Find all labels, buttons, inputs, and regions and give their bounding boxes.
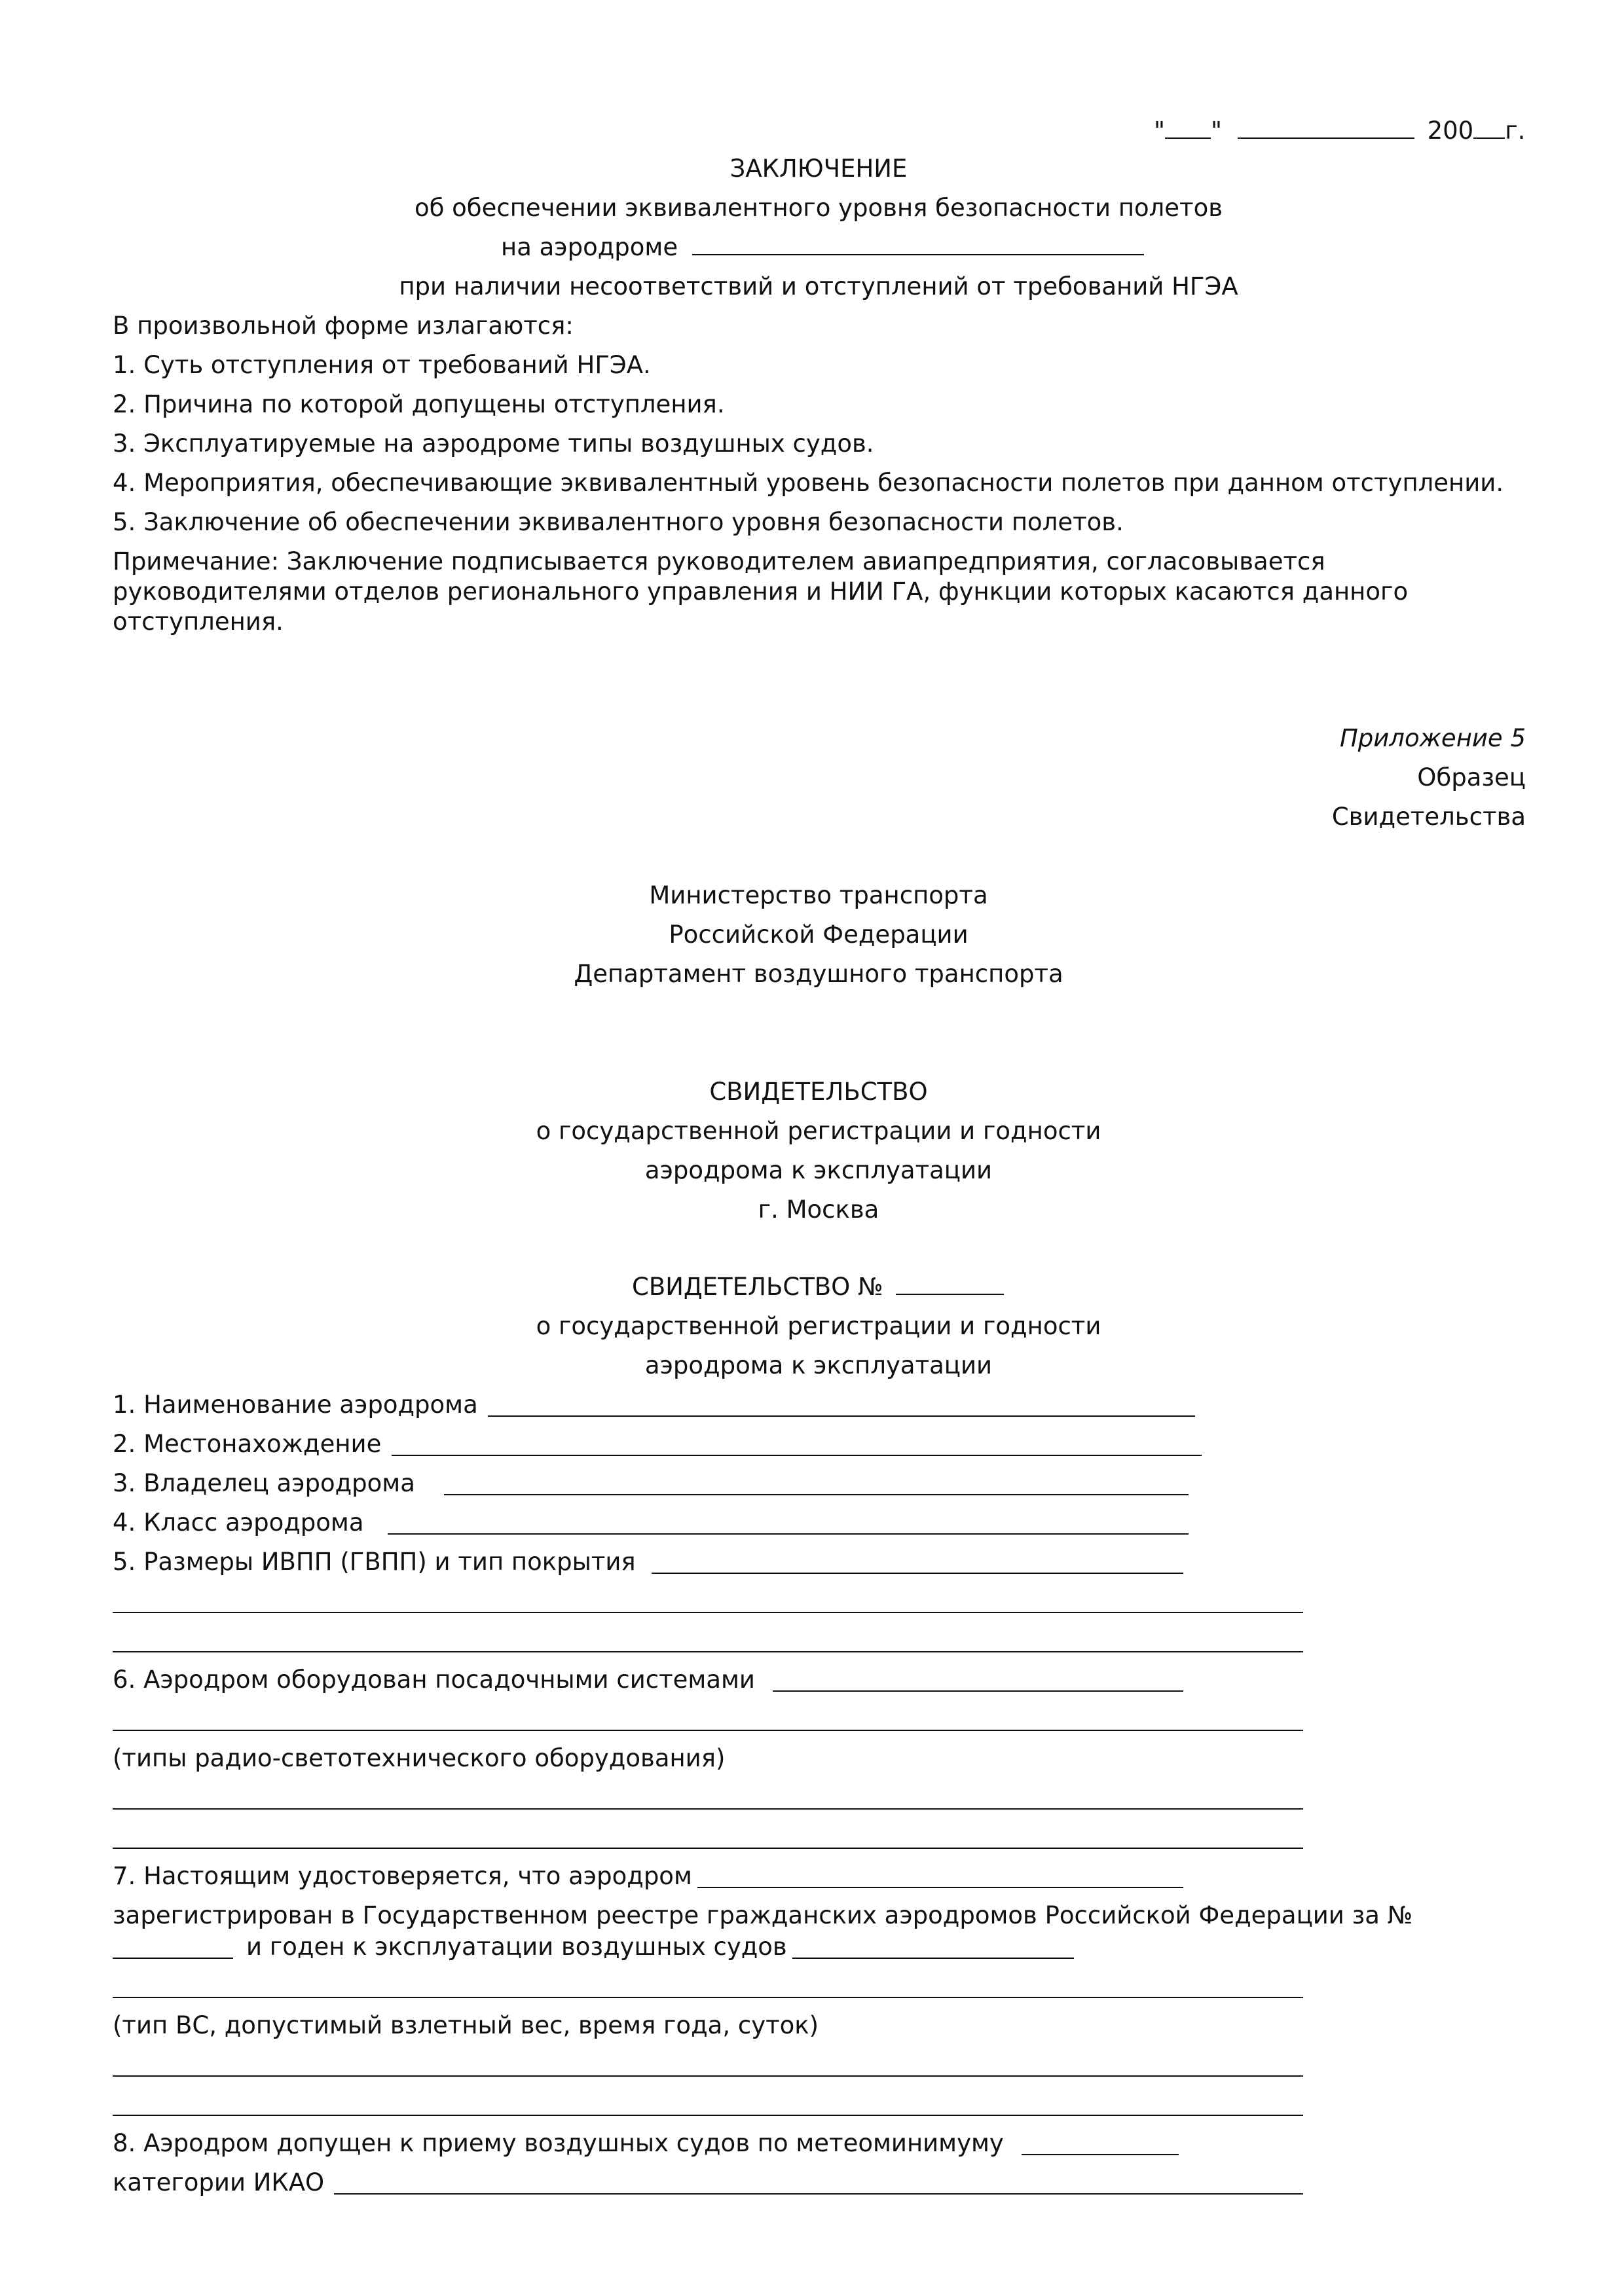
field-2-label: 2. Местонахождение bbox=[113, 1430, 382, 1458]
certificate-number-title bbox=[632, 1273, 1004, 1302]
field-5-blank-line-3[interactable] bbox=[113, 1651, 1303, 1652]
conclusion-subtitle-3: при наличии несоответствий и отступлений от требований НГЭА bbox=[399, 272, 1238, 301]
conclusion-note-line-3: отступления. bbox=[113, 608, 284, 636]
field-8-label: 8. Аэродром допущен к приему воздушных судов по метеоминимуму bbox=[113, 2129, 1004, 2157]
certificate-city: г. Москва bbox=[758, 1195, 879, 1224]
field-7-blank-line-3[interactable] bbox=[113, 2075, 1303, 2077]
field-6-hint: (типы радио-светотехнического оборудования) bbox=[113, 1744, 726, 1772]
ministry-line-1: Министерство транспорта bbox=[649, 881, 988, 909]
conclusion-item-2: 2. Причина по которой допущены отступления. bbox=[113, 390, 725, 418]
date-quote-open: " bbox=[1154, 117, 1166, 145]
field-8-minimum-blank[interactable] bbox=[1022, 2154, 1179, 2155]
field-6-blank-line-4[interactable] bbox=[113, 1848, 1303, 1849]
date-day-blank[interactable] bbox=[1165, 117, 1211, 139]
field-7-blank[interactable] bbox=[697, 1887, 1183, 1888]
field-7-number-blank[interactable] bbox=[113, 1958, 233, 1959]
field-6-blank[interactable] bbox=[773, 1690, 1183, 1692]
conclusion-note-line-2: руководителями отделов регионального управления и НИИ ГА, функции которых касаются данного bbox=[113, 577, 1409, 606]
certificate-title: СВИДЕТЕЛЬСТВО bbox=[709, 1078, 928, 1106]
appendix-label: Приложение 5 bbox=[1339, 724, 1526, 752]
conclusion-item-5: 5. Заключение об обеспечении эквивалентного уровня безопасности полетов. bbox=[113, 508, 1124, 536]
conclusion-title: ЗАКЛЮЧЕНИЕ bbox=[729, 155, 908, 183]
field-7-label: 7. Настоящим удостоверяется, что аэродром bbox=[113, 1862, 692, 1890]
conclusion-item-4: 4. Мероприятия, обеспечивающие эквивалентный уровень безопасности полетов при данном отступлении. bbox=[113, 469, 1504, 497]
field-5-label: 5. Размеры ИВПП (ГВПП) и тип покрытия bbox=[113, 1548, 636, 1576]
conclusion-intro: В произвольной форме излагаются: bbox=[113, 312, 574, 340]
field-7-blank-line-2[interactable] bbox=[113, 1997, 1303, 1998]
field-3-label: 3. Владелец аэродрома bbox=[113, 1469, 415, 1497]
field-7-line-3: и годен к эксплуатации воздушных судов bbox=[246, 1933, 787, 1961]
date-month-blank[interactable] bbox=[1238, 117, 1414, 139]
field-7-line-2: зарегистрирован в Государственном реестре гражданских аэродромов Российской Федерации за № bbox=[113, 1901, 1413, 1929]
certificate-subtitle-2: аэродрома к эксплуатации bbox=[644, 1156, 993, 1184]
ministry-line-2: Российской Федерации bbox=[669, 920, 969, 949]
field-5-blank-line-2[interactable] bbox=[113, 1612, 1303, 1613]
date-quote-close: " bbox=[1211, 117, 1223, 145]
certificate-number-blank[interactable] bbox=[896, 1273, 1004, 1295]
conclusion-item-3: 3. Эксплуатируемые на аэродроме типы воздушных судов. bbox=[113, 429, 874, 458]
aerodrome-name-blank[interactable] bbox=[692, 233, 1144, 255]
field-7-aircraft-blank[interactable] bbox=[792, 1958, 1074, 1959]
field-1-label: 1. Наименование аэродрома bbox=[113, 1391, 478, 1419]
field-6-label: 6. Аэродром оборудован посадочными системами bbox=[113, 1666, 755, 1694]
field-8-line-2: категории ИКАО bbox=[113, 2168, 325, 2196]
certificate-form-subtitle-1: о государственной регистрации и годности bbox=[536, 1312, 1101, 1340]
conclusion-subtitle-2-text: на аэродроме bbox=[501, 233, 678, 261]
conclusion-subtitle-2 bbox=[501, 233, 1144, 262]
appendix-of-certificate: Свидетельства bbox=[1331, 803, 1526, 831]
field-6-blank-line-2[interactable] bbox=[113, 1730, 1303, 1731]
field-4-blank[interactable] bbox=[388, 1533, 1189, 1535]
certificate-form-subtitle-2: аэродрома к эксплуатации bbox=[644, 1351, 993, 1379]
date-year: 200 bbox=[1427, 117, 1474, 145]
certificate-subtitle-1: о государственной регистрации и годности bbox=[536, 1117, 1101, 1145]
date-line bbox=[1154, 117, 1525, 145]
field-1-blank[interactable] bbox=[488, 1415, 1195, 1417]
appendix-sample: Образец bbox=[1417, 763, 1526, 792]
field-4-label: 4. Класс аэродрома bbox=[113, 1508, 364, 1537]
ministry-line-3: Департамент воздушного транспорта bbox=[574, 960, 1063, 988]
conclusion-note-line-1: Примечание: Заключение подписывается руководителем авиапредприятия, согласовывается bbox=[113, 547, 1325, 575]
field-3-blank[interactable] bbox=[444, 1494, 1189, 1495]
field-5-blank[interactable] bbox=[652, 1573, 1183, 1574]
field-2-blank[interactable] bbox=[392, 1455, 1202, 1456]
certificate-number-title-text: СВИДЕТЕЛЬСТВО № bbox=[632, 1273, 883, 1301]
date-year-blank[interactable] bbox=[1473, 117, 1505, 139]
date-suffix: г. bbox=[1505, 117, 1526, 145]
field-7-hint: (тип ВС, допустимый взлетный вес, время года, суток) bbox=[113, 2011, 819, 2039]
field-8-icao-blank[interactable] bbox=[334, 2193, 1303, 2195]
conclusion-subtitle-1: об обеспечении эквивалентного уровня безопасности полетов bbox=[414, 194, 1223, 222]
conclusion-item-1: 1. Суть отступления от требований НГЭА. bbox=[113, 351, 651, 379]
field-6-blank-line-3[interactable] bbox=[113, 1808, 1303, 1810]
field-7-blank-line-4[interactable] bbox=[113, 2115, 1303, 2116]
